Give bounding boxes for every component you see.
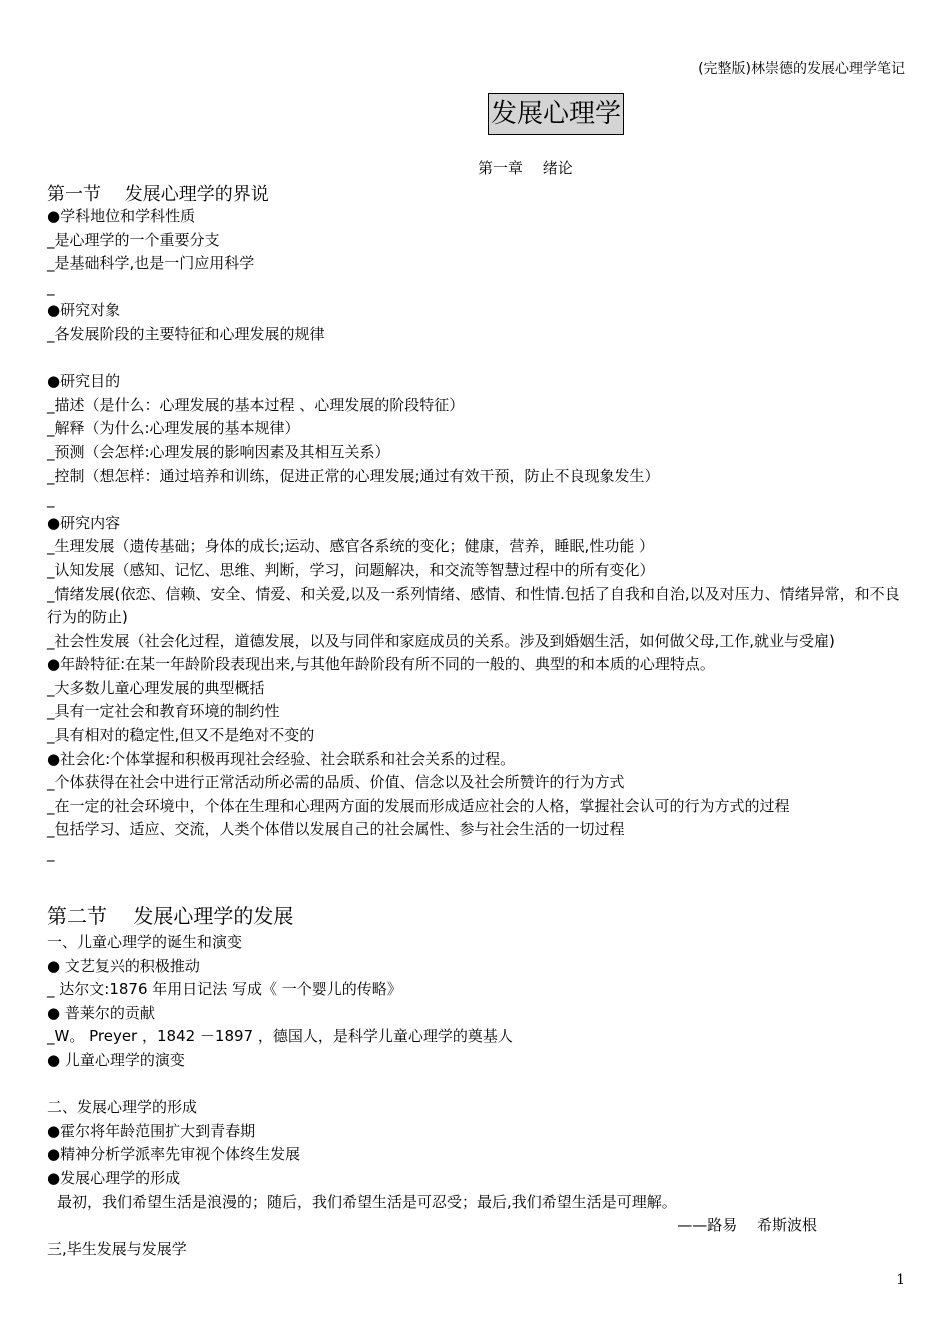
text-line: _是基础科学,也是一门应用科学: [47, 254, 255, 273]
text-line: ●研究内容: [47, 513, 121, 532]
text-line: _W。 Preyer ，1842 －1897 ，德国人，是科学儿童心理学的奠基人: [47, 1027, 513, 1046]
text-line: _: [47, 844, 55, 863]
text-line: 三,毕生发展与发展学: [47, 1239, 187, 1258]
section-2-heading: 第二节 发展心理学的发展: [47, 904, 294, 928]
text-line: _具有相对的稳定性,但又不是绝对不变的: [47, 726, 315, 745]
text-line: 一、儿童心理学的诞生和演变: [47, 933, 243, 951]
text-paragraph: _在一定的社会环境中，个体在生理和心理两方面的发展而形成适应社会的人格，掌握社会认可的行为方式的过程: [47, 796, 790, 815]
text-line: ● 文艺复兴的积极推动: [47, 956, 200, 975]
text-line: _各发展阶段的主要特征和心理发展的规律: [47, 324, 325, 343]
text-line: _包括学习、适应、交流，人类个体借以发展自己的社会属性、参与社会生活的一切过程: [47, 820, 625, 839]
text-line: _具有一定社会和教育环境的制约性: [47, 702, 280, 721]
text-line: ● 儿童心理学的演变: [47, 1050, 185, 1069]
text-line: _: [47, 490, 55, 509]
text-line: _控制（想怎样：通过培养和训练，促进正常的心理发展;通过有效干预，防止不良现象发生）: [47, 466, 660, 485]
text-paragraph: _情绪发展(依恋、信赖、安全、情爱、和关爱,以及一系列情绪、感情、和性情.包括了自我和自治,以及对压力、情绪异常，和不良行为的防止): [47, 584, 900, 627]
text-line: ●霍尔将年龄范围扩大到青春期: [47, 1121, 256, 1140]
document-title: 发展心理学: [488, 93, 624, 135]
text-line: _ 达尔文:1876 年用日记法 写成《 一个婴儿的传略》: [47, 980, 402, 999]
section-1-heading: 第一节 发展心理学的界说: [47, 184, 269, 205]
running-header: (完整版)林崇德的发展心理学笔记: [698, 61, 905, 77]
text-paragraph: _社会性发展（社会化过程，道德发展，以及与同伴和家庭成员的关系。涉及到婚姻生活，如何做父母,工作,就业与受雇): [47, 631, 835, 650]
text-line: ●社会化:个体掌握和积极再现社会经验、社会联系和社会关系的过程。: [47, 749, 516, 768]
text-line: _认知发展（感知、记忆、思维、判断，学习，问题解决，和交流等智慧过程中的所有变化）: [47, 560, 655, 579]
text-line: 二、发展心理学的形成: [47, 1098, 198, 1117]
text-line: _个体获得在社会中进行正常活动所必需的品质、价值、信念以及社会所赞许的行为方式: [47, 773, 625, 792]
text-line: _描述（是什么：心理发展的基本过程 、心理发展的阶段特征）: [47, 395, 465, 414]
text-line: _是心理学的一个重要分支: [47, 230, 220, 249]
quote-author: ——路易 希斯波根: [677, 1216, 817, 1235]
blank-line: [47, 1073, 909, 1097]
text-line: _预测（会怎样:心理发展的影响因素及其相互关系）: [47, 442, 390, 461]
text-line: ●年龄特征:在某一年龄阶段表现出来,与其他年龄阶段有所不同的一般的、典型的和本质的心理特点。: [47, 655, 715, 674]
text-line: _解释（为什么:心理发展的基本规律）: [47, 419, 300, 438]
text-line: ●发展心理学的形成: [47, 1168, 181, 1187]
text-line: _大多数儿童心理发展的典型概括: [47, 678, 265, 697]
text-line: ●研究目的: [47, 372, 121, 391]
text-line: ● 普莱尔的贡献: [47, 1003, 155, 1022]
quote-text: 最初，我们希望生活是浪漫的；随后，我们希望生活是可忍受；最后,我们希望生活是可理解。: [57, 1192, 677, 1211]
text-line: ●学科地位和学科性质: [47, 207, 196, 225]
page-number: 1: [896, 1272, 905, 1288]
text-line: ●研究对象: [47, 301, 121, 320]
chapter-heading: 第一章 绪论: [478, 159, 573, 177]
section-1-body: [47, 205, 909, 866]
text-line: ●精神分析学派率先审视个体终生发展: [47, 1145, 301, 1164]
text-line: _: [47, 277, 55, 296]
section-2-body: [47, 931, 909, 1261]
text-line: _生理发展（遗传基础；身体的成长;运动、感官各系统的变化；健康，营养，睡眠,性功能 ）: [47, 537, 655, 556]
blank-line: [47, 347, 909, 371]
